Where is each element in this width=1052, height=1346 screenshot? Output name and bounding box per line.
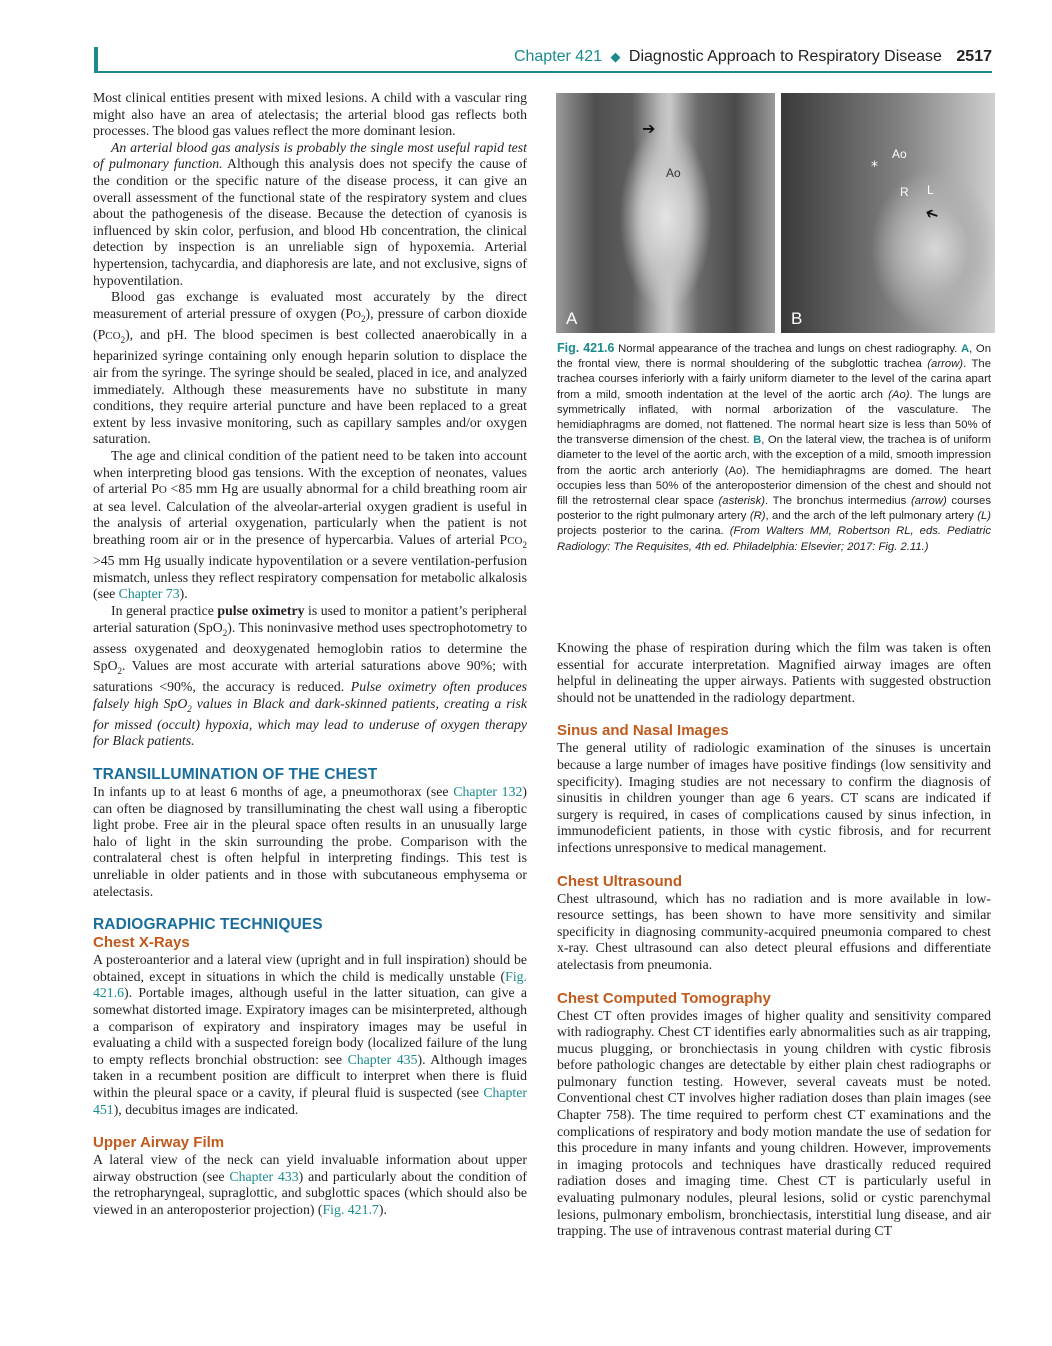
panel-label-b: B [791, 309, 803, 328]
page-number: 2517 [956, 48, 992, 65]
paragraph: In general practice pulse oximetry is used to monitor a patient’s peripheral arterial saturation (SpO$_2$). This noninvasive method uses spectrophotometry to assess oxygenated and deoxygenated hemoglobin ratios to determine the SpO$_2$. Values are most accurate with arterial saturations above 90%; with saturations <90%, the accuracy is reduced. Pulse oximetry often produces falsely high SpO$_2$ values in Black and dark-skinned patients, creating a risk for missed (occult) hypoxia, which may lead to underuse of oxygen therapy for Black patients. [93, 603, 528, 749]
header-accent-bar [94, 47, 98, 73]
header-title: Diagnostic Approach to Respiratory Disease [628, 48, 942, 65]
frontal-chest-radiograph [556, 93, 775, 333]
chapter-451-link[interactable]: Chapter 451 [93, 1084, 527, 1117]
ao-label: Ao [666, 166, 681, 180]
chapter-433-link[interactable]: Chapter 433 [229, 1168, 299, 1184]
header-rule [94, 71, 992, 73]
asterisk-icon: * [871, 159, 878, 175]
running-header [514, 48, 992, 66]
subheading-sinus: Sinus and Nasal Images [557, 722, 729, 740]
paragraph: In infants up to at least 6 months of age, a pneumothorax (see Chapter 132) can often be diagnosed by transilluminating the chest wall using a fiberoptic light probe. Free air in the pleural space often results in an unusually large halo of light in the skin surrounding the probe. Comparison with the contralateral chest is often helpful in interpreting findings. This test is unreliable in older patients and in those with subcutaneous emphysema or atelectasis. [93, 784, 527, 899]
right-column [557, 640, 991, 1240]
figure-label: Fig. 421.6 [557, 341, 615, 355]
lateral-chest-radiograph [781, 93, 995, 333]
fig-421-6-link[interactable]: Fig. 421.6 [93, 968, 527, 1001]
diamond-icon: ◆ [610, 49, 621, 64]
left-column [93, 90, 527, 1219]
panel-label-a: A [566, 309, 578, 328]
paragraph: Knowing the phase of respiration during which the film was taken is often essential for accurate interpretation. Magnified airway images are often helpful in delineating the upper airways. Patients with suggested obstruction should not be unattended in the radiology department. [557, 640, 991, 705]
header-chapter: Chapter 421 [513, 48, 602, 65]
section-heading-radiographic: RADIOGRAPHIC TECHNIQUES [93, 916, 323, 934]
bold-term: pulse oximetry [217, 603, 305, 619]
subheading-ultrasound: Chest Ultrasound [557, 872, 683, 890]
paragraph: A lateral view of the neck can yield invaluable information about upper airway obstruction (see Chapter 433) and particularly about the condition of the retropharyngeal, supraglottic, and subglottic spaces (which should also be viewed in an anteroposterior projection) (Fig. 421.7). [93, 1152, 527, 1217]
chapter-435-link[interactable]: Chapter 435 [347, 1051, 418, 1067]
paragraph: The age and clinical condition of the patient need to be taken into account when interpreting blood gas tensions. With the exception of neonates, values of arterial PO <85 mm Hg are usually abnormal for a child breathing room air at sea level. Calculation of the alveolar-arterial oxygen gradient is useful in the analysis of arterial oxygenation, particularly when the patient is not breathing room air or in the presence of hypercarbia. Values of arterial $PCO_2 >45$ mm Hg usually indicate hypoventilation or a severe ventilation-perfusion mismatch, unless they reflect respiratory compensation for metabolic alkalosis (see Chapter 73). [93, 447, 527, 602]
ao-label: Ao [892, 147, 907, 161]
paragraph: Most clinical entities present with mixed lesions. A child with a vascular ring might also have an area of atelectasis; the arterial blood gas reflects both processes. The blood gas values reflect the more dominant lesion. [93, 90, 527, 139]
paragraph: Blood gas exchange is evaluated most accurately by the direct measurement of arterial pressure of oxygen $(PO_2)$, pressure of carbon dioxide $(PCO_2)$, and pH. The blood specimen is best collected anaerobically in a heparinized syringe containing only enough heparin solution to displace the air from the syringe. The syringe should be sealed, placed in ice, and analyzed immediately. Although these measurements have no substitute in many conditions, they require arterial puncture and have been replaced to a great extent by less invasive monitoring, such as capillary samples and/or oxygen saturation. [93, 289, 527, 447]
section-heading-transillumination: TRANSILLUMINATION OF THE CHEST [93, 766, 378, 784]
subheading-ct: Chest Computed Tomography [557, 989, 771, 1007]
paragraph: A posteroanterior and a lateral view (upright and in full inspiration) should be obtained, except in situations in which the child is medically unstable (Fig. 421.6). Portable images, although useful in the latter situation, can give a somewhat distorted image. Expiratory images can be misinterpreted, although a comparison of expiratory and inspiratory images may be useful in evaluating a child with a suspected foreign body (localized failure of the lung to empty reflects bronchial obstruction: see Chapter 435). Although images taken in a recumbent position are difficult to interpret when there is fluid within the pleural space or a cavity, if pleural fluid is suspected (see Chapter 451), decubitus images are indicated. [93, 952, 527, 1117]
arrow-icon: ➔ [922, 203, 942, 226]
figure-caption: Fig. 421.6 Normal appearance of the trachea and lungs on chest radiography. A, On the frontal view, there is normal shouldering of the subglottic trachea (arrow). The trachea courses inferiorly with a fairly uniform diameter to the level of the carina apart from a mild, smooth indentation at the level of the aortic arch (Ao). The lungs are symmetrically inflated, with normal arborization of the vasculature. The hemidiaphragms are domed, not flattened. The normal heart size is less than 50% of the transverse dimension of the chest. B, On the lateral view, the trachea is of uniform diameter to the level of the aortic arch, with the exception of a mild, smooth impression from the aortic arch anteriorly (Ao). The hemidiaphragms are domed. The heart occupies less than 50% of the anteroposterior dimension of the chest and should not fill the retrosternal clear space (asterisk). The bronchus intermedius (arrow) courses posterior to the right pulmonary artery (R), and the arch of the left pulmonary artery (L) projects posterior to the carina. (From Walters MM, Robertson RL, eds. Pediatric Radiology: The Requisites, 4th ed. Philadelphia: Elsevier; 2017: Fig. 2.11.) [557, 341, 992, 553]
subheading-chest-xrays: Chest X-Rays [93, 934, 190, 952]
paragraph: The general utility of radiologic examination of the sinuses is uncertain because a large number of images have positive findings (low sensitivity and specificity). Imaging studies are not necessary to confirm the diagnosis of sinusitis in children younger than age 6 years. CT scans are indicated if surgery is required, in cases of complications caused by sinus infection, in immunodeficient patients, in those with cystic fibrosis, and for recurrent infections unresponsive to medical management. [557, 740, 991, 855]
paragraph: Chest CT often provides images of higher quality and sensitivity compared with radiography. Chest CT identifies early abnormalities such as air trapping, mucus plugging, or bronchiectasis in young children with cystic fibrosis before pathologic changes are detectable by either plain chest radiographs or pulmonary function testing. However, several caveats must be noted. Conventional chest CT involves higher radiation doses than plain images (see Chapter 758). The time required to perform chest CT examinations and the complications of respiratory and body motion mandate the use of sedation for this procedure in many infants and young children. However, improvements in imaging protocols and techniques have drastically reduced required radiation doses and imaging time. Chest CT is particularly useful in evaluating pulmonary nodules, pleural lesions, solid or cystic parenchymal lesions, pulmonary embolism, bronchiectasis, interstitial lung disease, and air trapping. The use of intravenous contrast material during CT [557, 1007, 991, 1239]
fig-421-7-link[interactable]: Fig. 421.7 [322, 1201, 379, 1217]
l-label: L [927, 183, 934, 197]
arrow-icon: ➔ [642, 119, 656, 138]
r-label: R [900, 185, 909, 199]
subheading-upper-airway: Upper Airway Film [93, 1134, 225, 1152]
paragraph: An arterial blood gas analysis is probably the single most useful rapid test of pulmonary function. Although this analysis does not specify the cause of the condition or the specific nature of the disease process, it can give an overall assessment of the functional state of the respiratory system and clues about the pathogenesis of the disease. Because the detection of cyanosis is influenced by skin color, perfusion, and blood Hb concentration, the clinical detection by inspection is an unreliable sign of hypoxemia. Arterial hypertension, tachycardia, and diaphoresis are late, and not exclusive, signs of hypoventilation. [93, 139, 527, 288]
chapter-132-link[interactable]: Chapter 132 [453, 784, 523, 800]
chapter-73-link[interactable]: Chapter 73 [118, 586, 180, 602]
italic-lead: An arterial blood gas analysis is probably the single most useful rapid test of pulmonary function. [93, 139, 527, 172]
paragraph: Chest ultrasound, which has no radiation and is more available in low-resource settings, has been shown to have more sensitivity and similar specificity in diagnosing community-acquired pneumonia compared to chest x-ray. Chest ultrasound can also detect pleural effusions and differentiate atelectasis from pneumonia. [557, 890, 991, 972]
